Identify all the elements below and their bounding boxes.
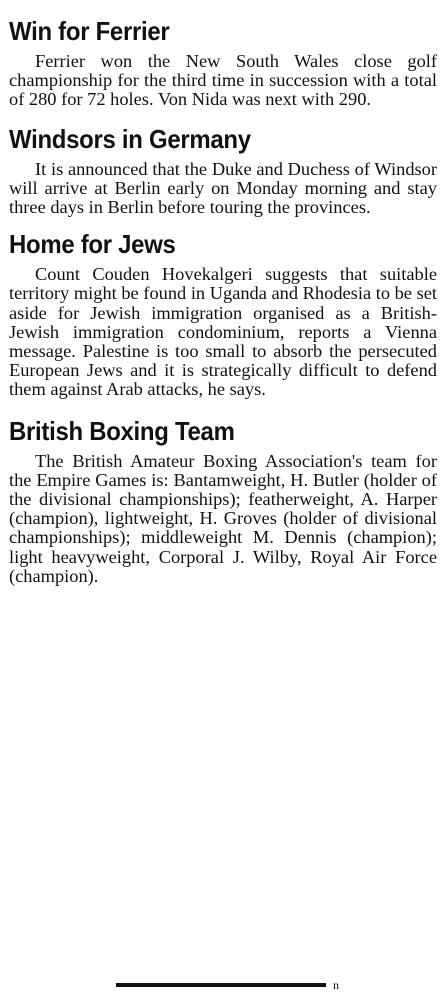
article-body: Ferrier won the New South Wales close golf championship for the third time in succession with a total of 280 for 72 holes. Von Nida was next with 290. bbox=[9, 51, 437, 110]
column-divider-rule bbox=[116, 983, 326, 987]
footer-mark: n bbox=[333, 978, 339, 992]
article-body: The British Amateur Boxing Association's team for the Empire Games is: Bantamweight, H. Butler (holder of the divisional championships); featherweight, A. Harper (champion), lightweight, H. Groves (holder of divisional championships); middleweight M. Dennis (champion); light heavyweight, Corporal J. Wilby, Royal Air Force (champion). bbox=[9, 450, 437, 586]
article-headline: Windsors in Germany bbox=[9, 123, 251, 154]
article-headline: Home for Jews bbox=[9, 229, 176, 260]
article-windsors bbox=[9, 122, 437, 218]
article-headline: Win for Ferrier bbox=[9, 16, 170, 46]
article-boxing-team bbox=[9, 414, 437, 586]
article-home-for-jews bbox=[9, 227, 437, 399]
article-body: Count Couden Hovekalgeri suggests that suitable territory might be found in Uganda and Rhodesia to be set aside for Jewish immigration organised as a British-Jewish immigration condominium, reports a Vienna message. Palestine is too small to absorb the persecuted European Jews and it is strategically difficult to defend them against Arab attacks, he says. bbox=[9, 264, 437, 400]
article-ferrier bbox=[9, 14, 437, 110]
article-headline: British Boxing Team bbox=[9, 415, 235, 446]
article-body: It is announced that the Duke and Duchess of Windsor will arrive at Berlin early on Monday morning and stay three days in Berlin before touring the provinces. bbox=[9, 158, 437, 218]
